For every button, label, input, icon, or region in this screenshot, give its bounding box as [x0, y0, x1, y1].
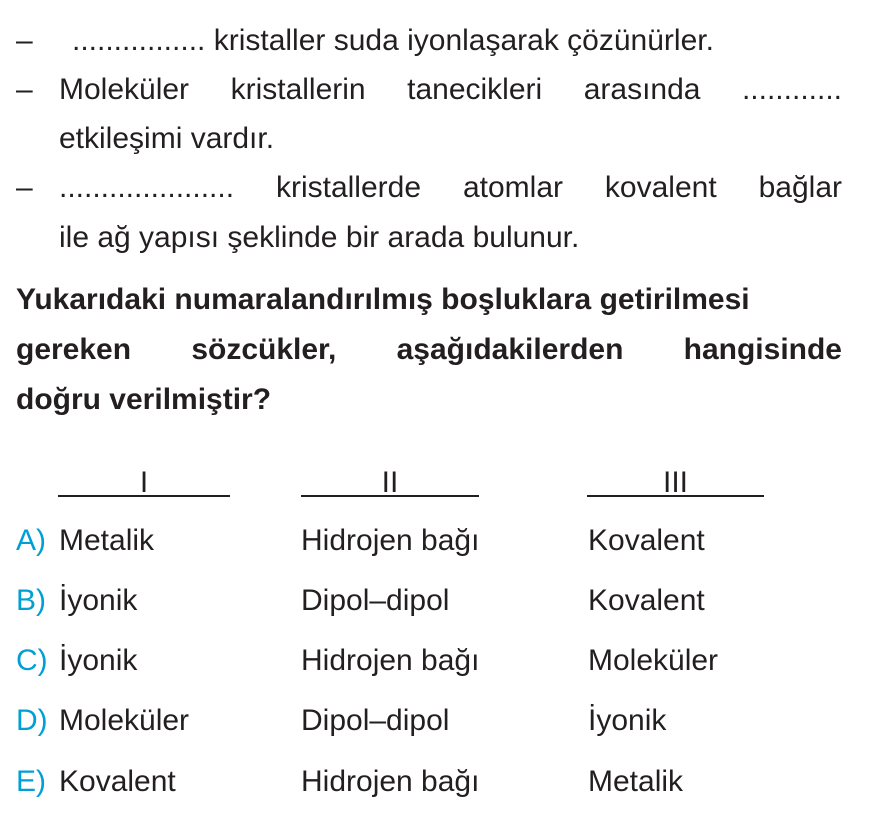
- option-d-col-2: Dipol–dipol: [301, 704, 450, 737]
- statement-2-line-2: etkileşimi vardır.: [59, 122, 275, 155]
- column-header-1: I: [139, 466, 149, 499]
- option-d-letter[interactable]: D): [16, 704, 48, 737]
- column-rule-3: [587, 495, 764, 497]
- option-b-col-1: İyonik: [59, 584, 138, 617]
- question-word: aşağıdakilerden: [396, 333, 624, 366]
- option-a-col-3: Kovalent: [588, 524, 705, 557]
- option-b-col-3: Kovalent: [588, 584, 705, 617]
- statement-1-text: kristaller suda iyonlaşarak çözünürler.: [213, 24, 714, 57]
- column-rule-1: [58, 495, 230, 497]
- option-e-col-3: Metalik: [588, 765, 684, 798]
- statement-2-word: kristallerin: [230, 73, 366, 106]
- option-e-letter[interactable]: E): [16, 765, 46, 798]
- option-e-col-2: Hidrojen bağı: [301, 765, 480, 798]
- statement-3-line-2: ile ağ yapısı şeklinde bir arada bulunur.: [59, 221, 580, 254]
- column-rule-2: [301, 495, 479, 497]
- question-word: gereken: [16, 333, 132, 366]
- option-c-col-3: Moleküler: [588, 644, 719, 677]
- statement-1: [72, 23, 714, 59]
- question-line-3: doğru verilmiştir?: [16, 383, 272, 416]
- question-word: hangisinde: [683, 333, 842, 366]
- option-c-col-1: İyonik: [59, 644, 138, 677]
- statement-2-dash: –: [16, 73, 33, 106]
- statement-3-line-1: [59, 170, 842, 206]
- question-word: sözcükler,: [191, 333, 337, 366]
- option-a-col-2: Hidrojen bağı: [301, 524, 480, 557]
- option-a-letter[interactable]: A): [16, 524, 46, 557]
- statement-2-blank: ............: [741, 73, 842, 106]
- option-d-col-3: İyonik: [588, 704, 667, 737]
- option-c-col-2: Hidrojen bağı: [301, 644, 480, 677]
- statement-3-blank: .....................: [59, 171, 235, 204]
- option-b-letter[interactable]: B): [16, 584, 46, 617]
- statement-2-line-1: [59, 72, 842, 108]
- question-line-1: Yukarıdaki numaralandırılmış boşluklara getirilmesi: [16, 283, 750, 316]
- option-d-col-1: Moleküler: [59, 704, 190, 737]
- statement-3-word: kovalent: [604, 171, 717, 204]
- option-a-col-1: Metalik: [59, 524, 155, 557]
- statement-3-word: atomlar: [462, 171, 563, 204]
- option-e-col-1: Kovalent: [59, 765, 176, 798]
- statement-3-word: bağlar: [758, 171, 842, 204]
- statement-1-blank: ................: [72, 24, 206, 57]
- question-line-2: [16, 332, 842, 368]
- option-b-col-2: Dipol–dipol: [301, 584, 450, 617]
- option-c-letter[interactable]: C): [16, 644, 48, 677]
- statement-3-word: kristallerde: [275, 171, 422, 204]
- statement-2-word: tanecikleri: [407, 73, 543, 106]
- column-header-2: II: [381, 466, 399, 499]
- statement-2-word: Moleküler: [59, 73, 190, 106]
- column-header-3: III: [662, 466, 688, 499]
- statement-3-dash: –: [16, 171, 33, 204]
- statement-1-dash: –: [16, 24, 33, 57]
- statement-2-word: arasında: [583, 73, 701, 106]
